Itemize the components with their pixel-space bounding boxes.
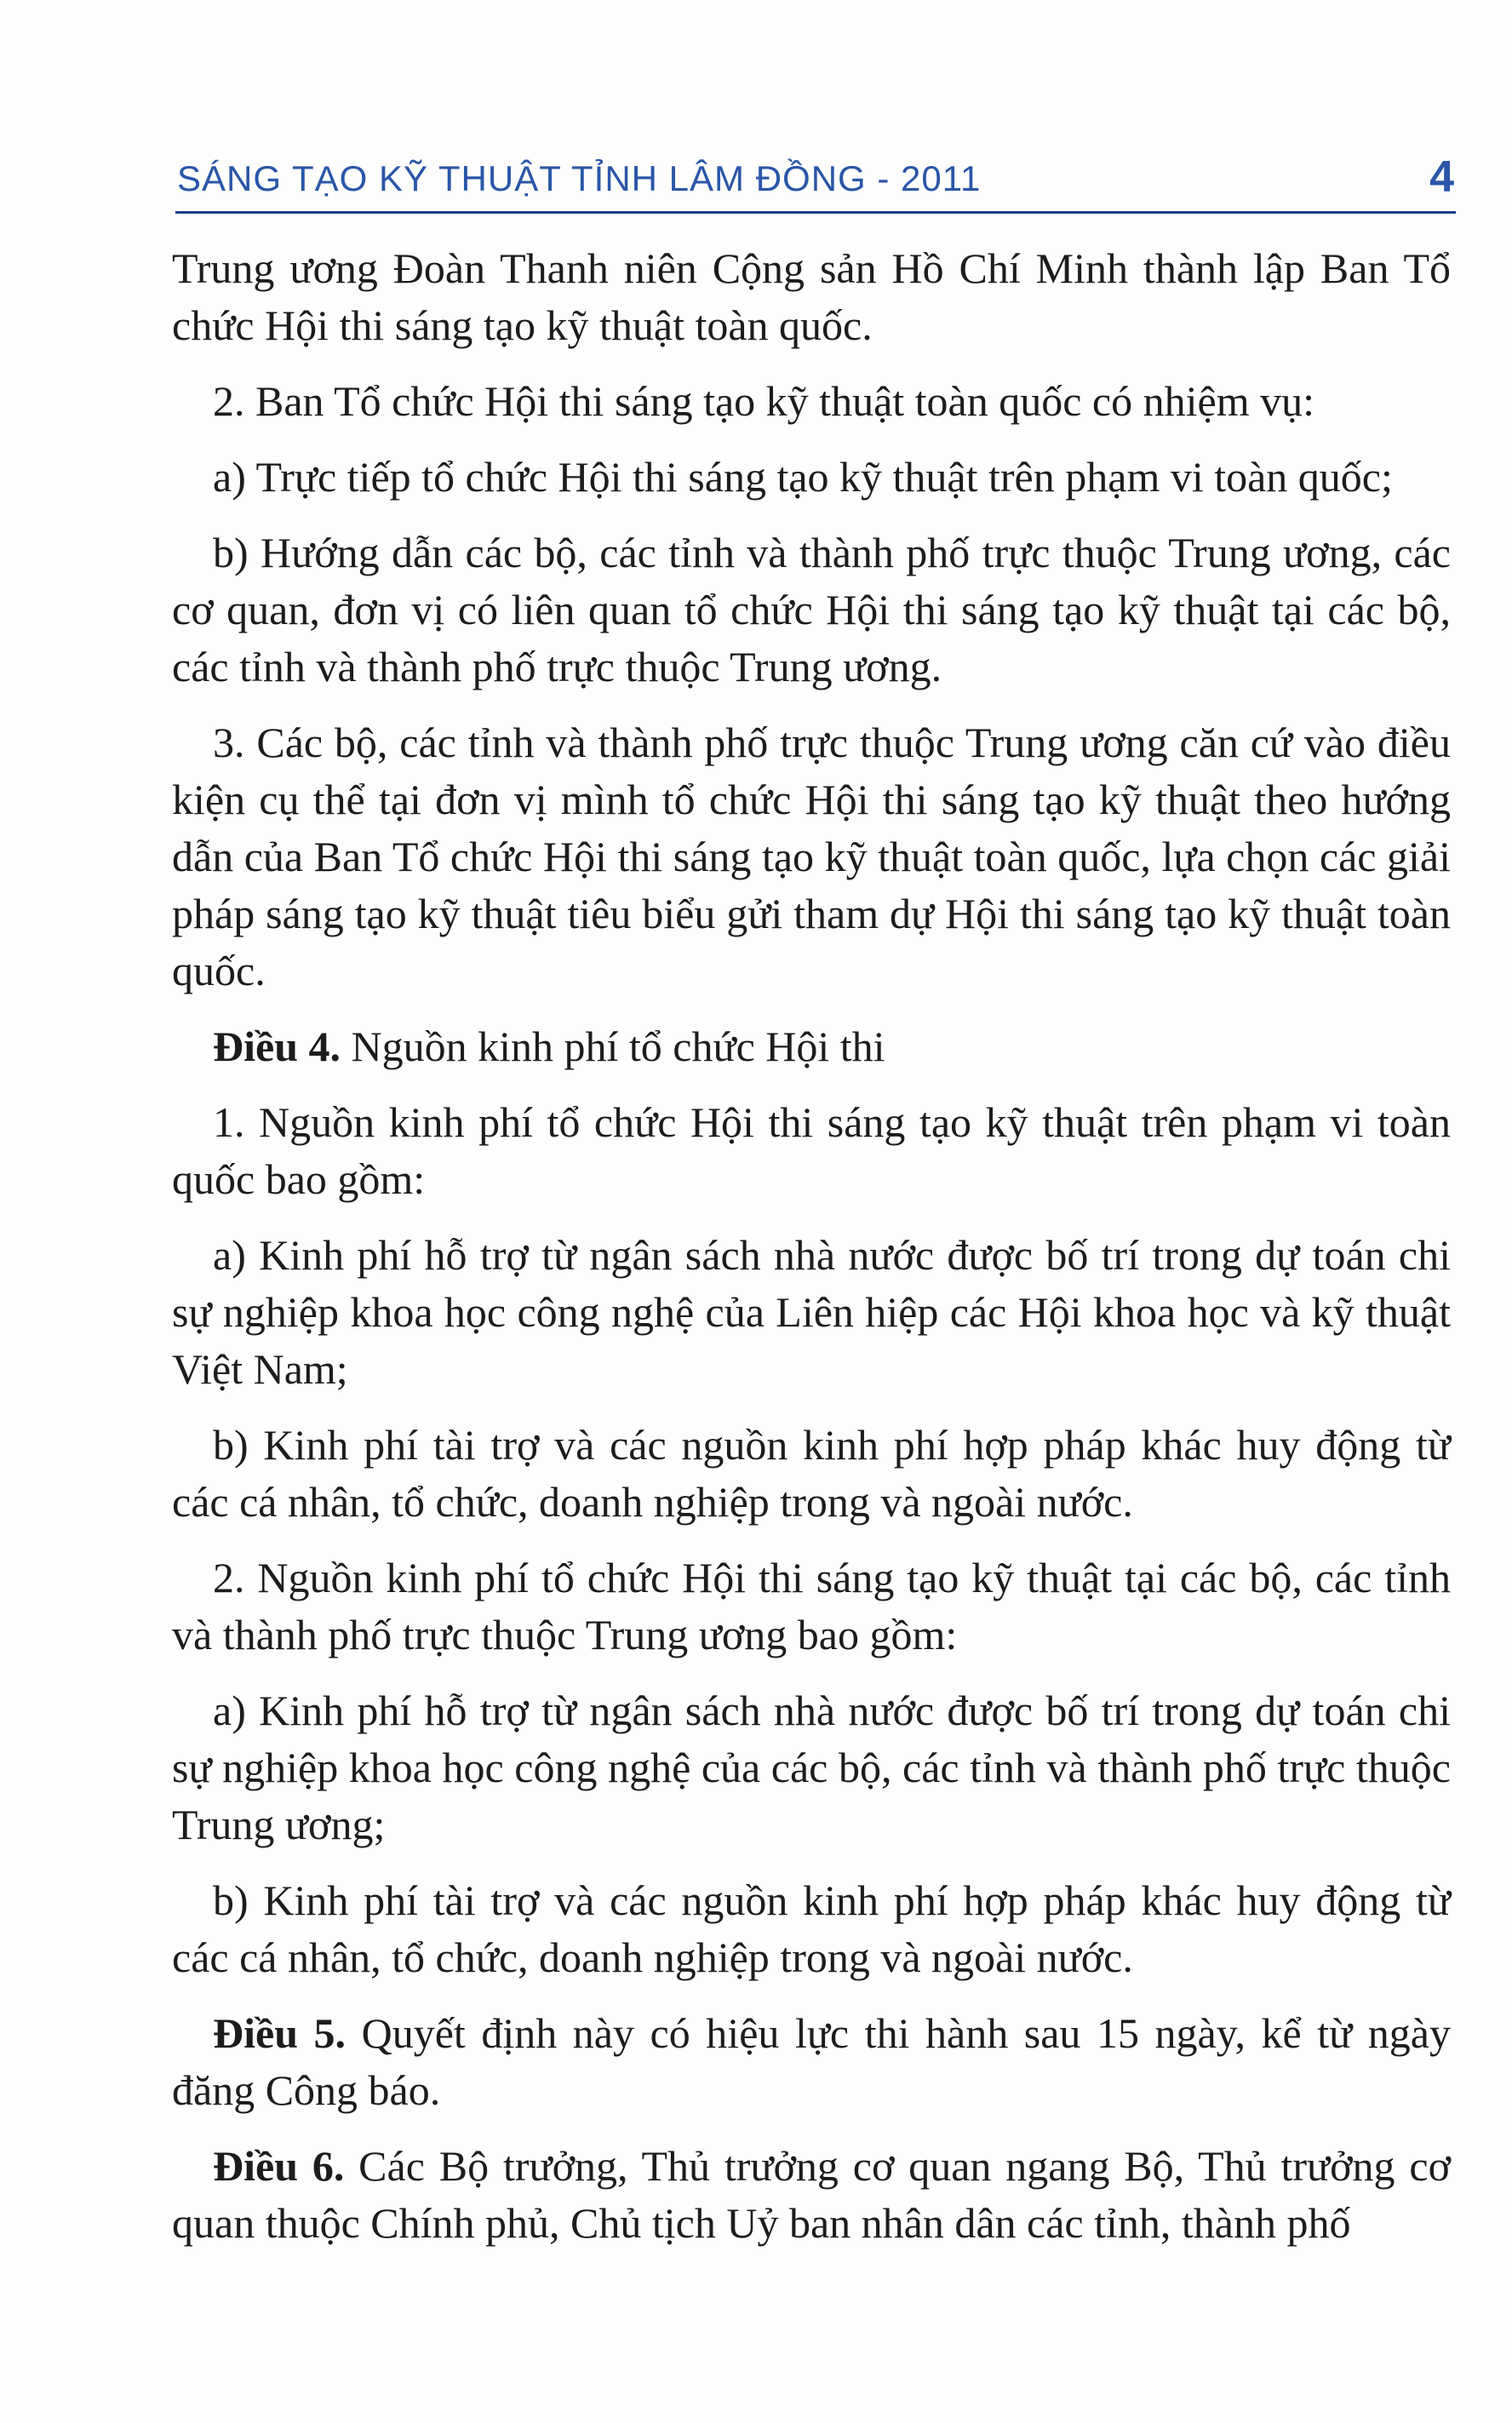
- running-header: [175, 152, 1456, 214]
- article-label: Điều 4.: [213, 1022, 341, 1070]
- paragraph: [172, 449, 1451, 506]
- paragraph: [172, 1872, 1451, 1986]
- paragraph: [172, 1227, 1451, 1398]
- paragraph-text: Các Bộ trưởng, Thủ trưởng cơ quan ngang Bộ, Thủ trưởng cơ quan thuộc Chính phủ, Chủ tịch Uỷ ban nhân dân các tỉnh, thành phố: [172, 2142, 1452, 2247]
- paragraph-text: Quyết định này có hiệu lực thi hành sau 15 ngày, kể từ ngày đăng Công báo.: [172, 2009, 1452, 2114]
- article-paragraph: [172, 2005, 1451, 2119]
- paragraph: [172, 1417, 1451, 1531]
- paragraph-text: a) Kinh phí hỗ trợ từ ngân sách nhà nước được bố trí trong dự toán chi sự nghiệp khoa học công nghệ của các bộ, các tỉnh và thành phố trực thuộc Trung ương;: [172, 1687, 1451, 1848]
- paragraph-text: Trung ương Đoàn Thanh niên Cộng sản Hồ Chí Minh thành lập Ban Tổ chức Hội thi sáng tạo kỹ thuật toàn quốc.: [172, 244, 1451, 349]
- paragraph-text: 1. Nguồn kinh phí tổ chức Hội thi sáng tạo kỹ thuật trên phạm vi toàn quốc bao gồm:: [172, 1098, 1451, 1203]
- paragraph-text: 2. Ban Tổ chức Hội thi sáng tạo kỹ thuật toàn quốc có nhiệm vụ:: [213, 377, 1314, 425]
- paragraph: [172, 373, 1451, 430]
- article-heading-text: Nguồn kinh phí tổ chức Hội thi: [341, 1022, 885, 1070]
- paragraph-text: 2. Nguồn kinh phí tổ chức Hội thi sáng tạo kỹ thuật tại các bộ, các tỉnh và thành phố trực thuộc Trung ương bao gồm:: [172, 1554, 1451, 1658]
- paragraph: [172, 714, 1451, 1000]
- paragraph: [172, 240, 1451, 354]
- article-paragraph: [172, 2138, 1451, 2252]
- paragraph-text: 3. Các bộ, các tỉnh và thành phố trực thuộc Trung ương căn cứ vào điều kiện cụ thể tại đơn vị mình tổ chức Hội thi sáng tạo kỹ thuật theo hướng dẫn của Ban Tổ chức Hội thi sáng tạo kỹ thuật toàn quốc, lựa chọn các giải pháp sáng tạo kỹ thuật tiêu biểu gửi tham dự Hội thi sáng tạo kỹ thuật toàn quốc.: [172, 719, 1451, 994]
- paragraph-text: a) Trực tiếp tổ chức Hội thi sáng tạo kỹ thuật trên phạm vi toàn quốc;: [213, 453, 1393, 501]
- paragraph: [172, 524, 1451, 696]
- paragraph-text: b) Kinh phí tài trợ và các nguồn kinh phí hợp pháp khác huy động từ các cá nhân, tổ chức, doanh nghiệp trong và ngoài nước.: [172, 1876, 1451, 1981]
- header-title: SÁNG TẠO KỸ THUẬT TỈNH LÂM ĐỒNG - 2011: [177, 158, 982, 198]
- article-heading: [172, 1018, 1451, 1075]
- paragraph-text: b) Hướng dẫn các bộ, các tỉnh và thành phố trực thuộc Trung ương, các cơ quan, đơn vị có liên quan tổ chức Hội thi sáng tạo kỹ thuật tại các bộ, các tỉnh và thành phố trực thuộc Trung ương.: [172, 529, 1451, 690]
- page-number: 4: [1429, 152, 1454, 202]
- paragraph: [172, 1682, 1451, 1853]
- article-label: Điều 6.: [213, 2142, 345, 2190]
- article-label: Điều 5.: [213, 2009, 346, 2057]
- document-body: [172, 240, 1451, 2271]
- paragraph: [172, 1094, 1451, 1208]
- paragraph-text: a) Kinh phí hỗ trợ từ ngân sách nhà nước được bố trí trong dự toán chi sự nghiệp khoa học công nghệ của Liên hiệp các Hội khoa học và kỹ thuật Việt Nam;: [172, 1231, 1451, 1393]
- paragraph: [172, 1549, 1451, 1664]
- paragraph-text: b) Kinh phí tài trợ và các nguồn kinh phí hợp pháp khác huy động từ các cá nhân, tổ chức, doanh nghiệp trong và ngoài nước.: [172, 1421, 1451, 1526]
